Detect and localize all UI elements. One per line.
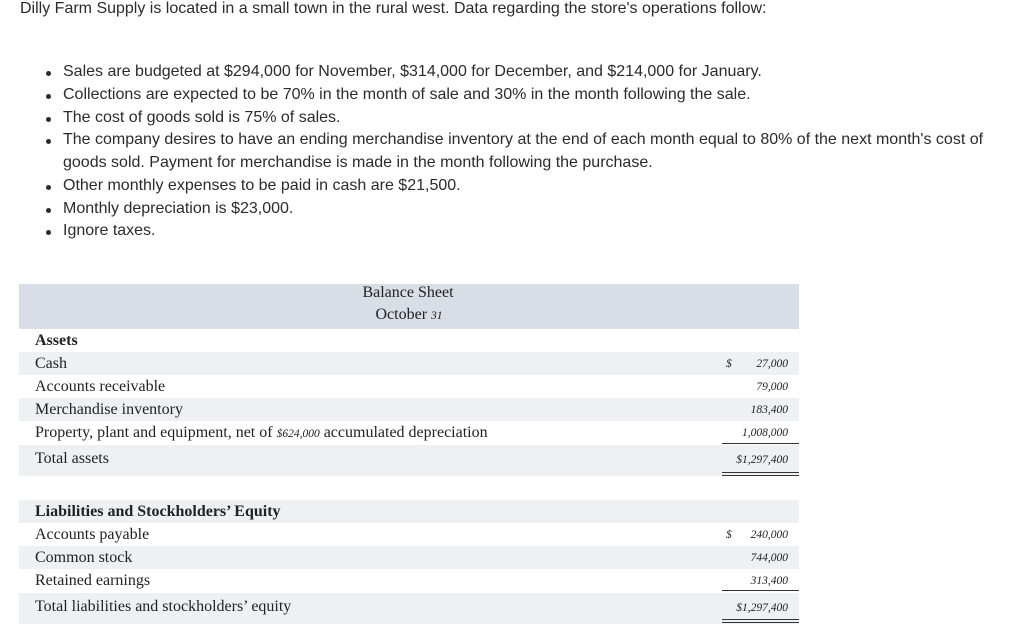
intro-text: Dilly Farm Supply is located in a small town in the rural west. Data regarding the store's operations follow: bbox=[20, 0, 767, 17]
ap-value: 240,000 bbox=[750, 529, 788, 541]
list-item: Other monthly expenses to be paid in cash are $21,500. bbox=[63, 175, 1008, 198]
double-underline bbox=[722, 472, 799, 476]
subtotal-rule bbox=[722, 590, 799, 591]
cash-value: 27,000 bbox=[756, 358, 788, 370]
list-item: Collections are expected to be 70% in the month of sale and 30% in the month following the sale. bbox=[63, 84, 1008, 107]
ar-label: Accounts receivable bbox=[35, 378, 166, 395]
table-row bbox=[19, 398, 799, 421]
table-row bbox=[19, 375, 799, 398]
cash-dollar-sign: $ bbox=[726, 358, 732, 370]
list-item: Ignore taxes. bbox=[63, 220, 1008, 243]
table-row bbox=[19, 523, 799, 546]
list-item: Monthly depreciation is $23,000. bbox=[63, 198, 1008, 221]
subtotal-rule bbox=[722, 443, 799, 444]
balance-sheet-date bbox=[19, 305, 799, 326]
table-row bbox=[19, 546, 799, 569]
table-row bbox=[19, 329, 799, 352]
list-item: The cost of goods sold is 75% of sales. bbox=[63, 107, 1008, 130]
liabilities-heading: Liabilities and Stockholders’ Equity bbox=[35, 503, 281, 520]
inventory-label: Merchandise inventory bbox=[35, 401, 183, 418]
total-le-label: Total liabilities and stockholders’ equity bbox=[35, 598, 292, 615]
retained-earnings-value: 313,400 bbox=[750, 575, 788, 587]
balance-sheet-title: Balance Sheet bbox=[362, 284, 454, 301]
ar-value: 79,000 bbox=[756, 381, 788, 393]
list-item: The company desires to have an ending merchandise inventory at the end of each month equal to 80% of the next month's cost of goods sold. Payment for merchandise is made in the month following the purchase. bbox=[63, 129, 1008, 175]
table-row bbox=[19, 500, 799, 523]
assets-heading: Assets bbox=[35, 332, 78, 349]
total-assets-label: Total assets bbox=[35, 450, 109, 467]
table-row bbox=[19, 352, 799, 375]
ppe-label-pre: Property, plant and equipment, net of bbox=[35, 424, 273, 441]
ppe-label-post: accumulated depreciation bbox=[323, 424, 488, 441]
assumptions-list bbox=[63, 61, 1008, 243]
total-assets-value: $1,297,400 bbox=[736, 454, 788, 466]
balance-sheet-header bbox=[19, 284, 799, 329]
common-stock-label: Common stock bbox=[35, 549, 133, 566]
common-stock-value: 744,000 bbox=[750, 552, 788, 564]
table-row bbox=[19, 569, 799, 592]
ppe-accum-amount: $624,000 bbox=[276, 428, 320, 440]
ppe-label bbox=[35, 421, 488, 446]
table-row bbox=[19, 421, 799, 444]
inventory-value: 183,400 bbox=[750, 404, 788, 416]
date-day: 31 bbox=[431, 310, 443, 322]
retained-earnings-label: Retained earnings bbox=[35, 572, 151, 589]
ap-label: Accounts payable bbox=[35, 526, 150, 543]
list-item: Sales are budgeted at $294,000 for November, $314,000 for December, and $214,000 for January. bbox=[63, 61, 1008, 84]
date-month: October bbox=[375, 306, 428, 323]
cash-label: Cash bbox=[35, 355, 67, 372]
table-row bbox=[19, 593, 799, 624]
ap-dollar-sign: $ bbox=[726, 529, 732, 541]
table-row bbox=[19, 445, 799, 476]
total-le-value: $1,297,400 bbox=[736, 602, 788, 614]
balance-sheet bbox=[19, 284, 799, 624]
ppe-value: 1,008,000 bbox=[742, 427, 788, 439]
double-underline bbox=[722, 619, 799, 623]
